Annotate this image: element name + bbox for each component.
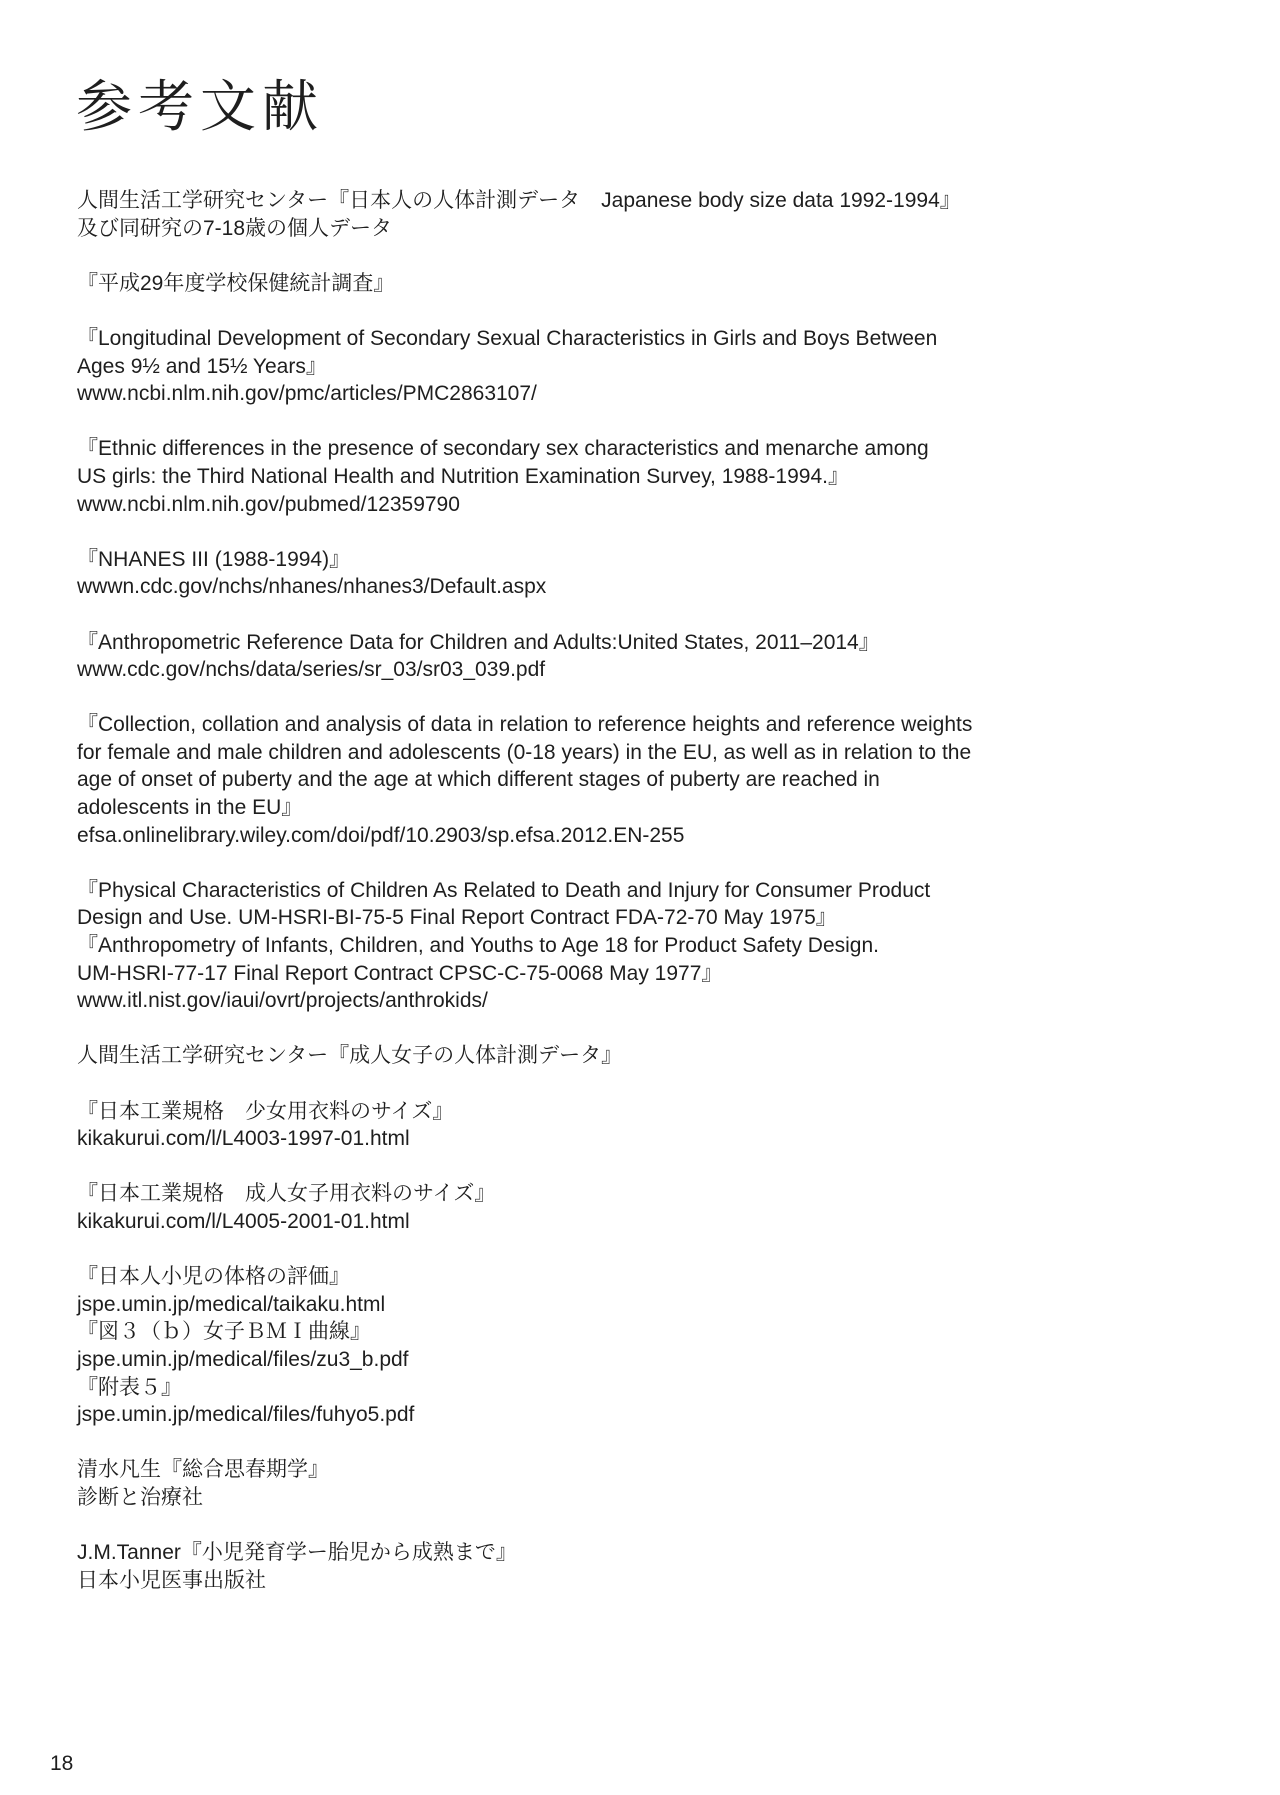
reference-entry: [77, 435, 972, 518]
reference-line: 『平成29年度学校保健統計調査』: [77, 271, 395, 295]
reference-line: 及び同研究の7-18歳の個人データ: [77, 216, 393, 240]
reference-entry: [77, 1263, 972, 1429]
reference-line: wwwn.cdc.gov/nchs/nhanes/nhanes3/Default.aspx: [77, 575, 547, 599]
reference-line: 診断と治療社: [77, 1485, 203, 1509]
reference-entry: [77, 1042, 972, 1070]
reference-entry: [77, 1539, 972, 1594]
reference-line: Design and Use. UM-HSRI-BI-75-5 Final Report Contract FDA-72-70 May 1975』: [77, 906, 837, 930]
reference-entry: [77, 187, 972, 242]
reference-line: 日本小児医事出版社: [77, 1568, 266, 1592]
reference-entry: [77, 629, 972, 684]
reference-line: jspe.umin.jp/medical/files/fuhyo5.pdf: [77, 1403, 415, 1427]
reference-line: 『図３（ｂ）女子ＢＭＩ曲線』: [77, 1320, 371, 1344]
reference-line: J.M.Tanner『小児発育学ー胎児から成熟まで』: [77, 1541, 517, 1565]
reference-entry: [77, 711, 972, 849]
reference-line: 『Physical Characteristics of Children As Related to Death and Injury for Consumer Product: [77, 878, 931, 902]
reference-line: 『Anthropometry of Infants, Children, and Youths to Age 18 for Product Safety Design.: [77, 934, 879, 958]
reference-entry: [77, 1098, 972, 1153]
page-number: 18: [50, 1752, 74, 1775]
reference-line: 『Ethnic differences in the presence of secondary sex characteristics and menarche among: [77, 437, 929, 461]
reference-line: www.cdc.gov/nchs/data/series/sr_03/sr03_039.pdf: [77, 658, 546, 682]
reference-line: kikakurui.com/l/L4003-1997-01.html: [77, 1127, 410, 1151]
reference-entry: [77, 877, 972, 1015]
reference-line: efsa.onlinelibrary.wiley.com/doi/pdf/10.2903/sp.efsa.2012.EN-255: [77, 823, 685, 847]
reference-line: 『日本工業規格 少女用衣料のサイズ』: [77, 1099, 454, 1123]
reference-list: [77, 187, 972, 1622]
reference-line: kikakurui.com/l/L4005-2001-01.html: [77, 1209, 410, 1233]
reference-line: www.ncbi.nlm.nih.gov/pmc/articles/PMC2863107/: [77, 382, 537, 406]
reference-line: jspe.umin.jp/medical/taikaku.html: [77, 1292, 386, 1316]
reference-entry: [77, 1456, 972, 1511]
reference-entry: [77, 270, 972, 298]
reference-line: Ages 9½ and 15½ Years』: [77, 354, 327, 378]
reference-line: 『日本工業規格 成人女子用衣料のサイズ』: [77, 1182, 496, 1206]
reference-line: 『Anthropometric Reference Data for Children and Adults:United States, 2011–2014』: [77, 630, 880, 654]
reference-line: www.itl.nist.gov/iaui/ovrt/projects/anthrokids/: [77, 989, 488, 1013]
reference-entry: [77, 325, 972, 408]
reference-line: age of onset of puberty and the age at which different stages of puberty are reached in: [77, 768, 880, 792]
reference-line: US girls: the Third National Health and Nutrition Examination Survey, 1988-1994.』: [77, 464, 849, 488]
reference-entry: [77, 1180, 972, 1235]
reference-line: www.ncbi.nlm.nih.gov/pubmed/12359790: [77, 492, 460, 516]
reference-line: UM-HSRI-77-17 Final Report Contract CPSC-C-75-0068 May 1977』: [77, 961, 723, 985]
reference-line: jspe.umin.jp/medical/files/zu3_b.pdf: [77, 1347, 409, 1371]
page-title: 参考文献: [76, 75, 324, 138]
reference-entry: [77, 546, 972, 601]
reference-line: for female and male children and adolescents (0-18 years) in the EU, as well as in relation to the: [77, 740, 972, 764]
reference-line: 『附表５』: [77, 1375, 182, 1399]
reference-line: 人間生活工学研究センター『成人女子の人体計測データ』: [77, 1044, 623, 1068]
reference-line: 人間生活工学研究センター『日本人の人体計測データ Japanese body size data 1992-1994』: [77, 189, 961, 212]
reference-line: 『NHANES III (1988-1994)』: [77, 547, 351, 571]
reference-line: 『Longitudinal Development of Secondary Sexual Characteristics in Girls and Boys Between: [77, 326, 938, 350]
reference-line: 清水凡生『総合思春期学』: [77, 1458, 329, 1482]
reference-line: 『Collection, collation and analysis of data in relation to reference heights and reference weights: [77, 713, 973, 737]
reference-line: adolescents in the EU』: [77, 796, 303, 820]
reference-line: 『日本人小児の体格の評価』: [77, 1265, 350, 1289]
